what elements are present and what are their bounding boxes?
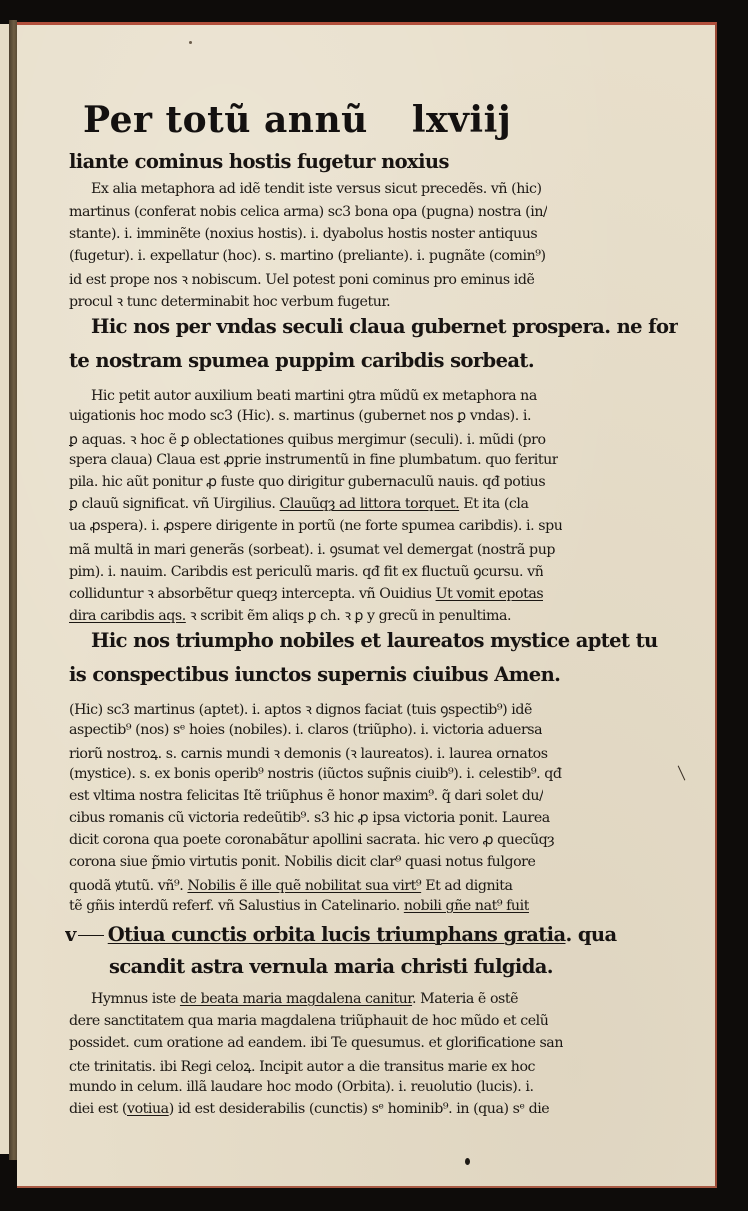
hymn-line: Hic nos per vndas seculi claua gubernet prospera. ne for: [91, 315, 679, 338]
commentary-text: Hymnus iste: [91, 991, 180, 1007]
commentary-text: ) id est desiderabilis (cunctis) sᵉ hominib⁹. in (qua) sᵉ die: [168, 1101, 550, 1117]
commentary-line: (fugetur). i. expellatur (hoc). s. martino (preliante). i. pugnãte (comin⁹): [69, 248, 546, 264]
commentary-line: stante). i. imminẽte (noxius hostis). i. dyabolus hostis noster antiquus: [69, 226, 538, 242]
running-header: [83, 99, 513, 141]
commentary-line: martinus (conferat nobis celica arma) sc3 bona opa (pugna) nostra (in/: [69, 204, 548, 220]
commentary-line: [69, 898, 529, 914]
underlined-hymn-text: Otiua cunctis orbita lucis triumphans gratia: [107, 923, 566, 946]
commentary-line: id est prope nos ꝛ nobiscum. Uel potest poni cominus pro eminus idẽ: [69, 272, 535, 288]
hymn-line: te nostram spumea puppim caribdis sorbeat.: [69, 349, 535, 372]
commentary-line: ꝑ aquas. ꝛ hoc ẽ ꝑ oblectationes quibus mergimur (seculi). i. mũdi (pro: [69, 432, 546, 448]
hymn-line-with-marker: [65, 923, 617, 946]
commentary-line: Ex alia metaphora ad idẽ tendit iste versus sicut precedẽs. vñ (hic): [91, 181, 542, 197]
hymn-text: . qua: [565, 923, 617, 946]
commentary-line: pim). i. nauim. Caribdis est periculũ maris. qđ fit ex fluctuũ ꝯcursu. vñ: [69, 564, 544, 580]
commentary-text: colliduntur ꝛ absorbẽtur queqȝ intercepta. vñ Ouidius: [69, 586, 436, 602]
commentary-line: mundo in celum. illã laudare hoc modo (Orbita). i. reuolutio (lucis). i.: [69, 1079, 534, 1095]
margin-mark: [678, 766, 686, 781]
commentary-text: ꝛ scribit ẽm aliqs ꝑ ch. ꝛ ꝑ y grecũ in penultima.: [185, 608, 512, 624]
book-gutter: [9, 20, 17, 1160]
commentary-line: spera claua) Claua est ꝓprie instrumentũ in fine plumbatum. quo feritur: [69, 452, 559, 468]
commentary-line: uigationis hoc modo sc3 (Hic). s. martinus (gubernet nos ꝑ vndas). i.: [69, 408, 532, 424]
commentary-text: ꝑ clauũ significat. vñ Uirgilius.: [69, 496, 280, 512]
commentary-line: [69, 584, 543, 603]
commentary-line: [91, 991, 518, 1007]
underlined-quotation: Nobilis ẽ ille quẽ nobilitat sua virt⁹: [187, 878, 422, 894]
previous-page-edge: [0, 24, 9, 1154]
hymn-line: scandit astra vernula maria christi fulgida.: [109, 955, 553, 978]
commentary-line: dicit corona qua poete coronabãtur apollini sacrata. hic vero ꝓ quecũqȝ: [69, 832, 555, 848]
underlined-quotation: nobili gñe nat⁹ fuit: [403, 898, 529, 914]
commentary-line: est vltima nostra felicitas Itẽ triũphus ẽ honor maxim⁹. q̃ dari solet du/: [69, 788, 544, 804]
underlined-quotation: Clauũqȝ ad littora torquet.: [279, 496, 460, 512]
commentary-line: dere sanctitatem qua maria magdalena triũphauit de hoc mũdo et celũ: [69, 1013, 549, 1029]
commentary-line: Hic petit autor auxilium beati martini ꝯtra mũdũ ex metaphora na: [91, 388, 537, 404]
commentary-line: [69, 496, 529, 512]
commentary-text: quodã ꝟtutũ. vñ⁹.: [69, 878, 188, 894]
commentary-line: (mystice). s. ex bonis operib⁹ nostris (iũctos sup̃nis ciuib⁹). i. celestib⁹. qđ: [69, 766, 562, 782]
book-page: [17, 22, 717, 1188]
hymn-line: Hic nos triumpho nobiles et laureatos mystice aptet tu: [91, 629, 658, 652]
commentary-text: tẽ gñis interdũ referf. vñ Salustius in Catelinario.: [69, 898, 404, 914]
underlined-word: votiua: [127, 1101, 169, 1117]
paper-speck: [189, 41, 192, 44]
commentary-line: cte trinitatis. ibi Regi celoꝝ. Incipit autor a die transitus marie ex hoc: [69, 1059, 536, 1075]
commentary-line: procul ꝛ tunc determinabit hoc verbum fugetur.: [69, 294, 391, 310]
commentary-line: cibus romanis cũ victoria redeũtib⁹. s3 hic ꝓ ipsa victoria ponit. Laurea: [69, 810, 550, 826]
commentary-line: (Hic) sc3 martinus (aptet). i. aptos ꝛ dignos faciat (tuis ꝯspectib⁹) idẽ: [69, 702, 532, 718]
hymn-line: is conspectibus iunctos supernis ciuibus Amen.: [69, 663, 561, 686]
commentary-line: [69, 1101, 549, 1117]
commentary-text: Et ita (cla: [459, 496, 529, 512]
underlined-quotation: de beata maria magdalena canitur: [179, 991, 413, 1007]
commentary-line: [69, 606, 511, 625]
commentary-text: diei est (: [69, 1101, 127, 1117]
marker-stroke: [78, 935, 104, 936]
commentary-line: corona siue p̃mio virtutis ponit. Nobilis dicit clar⁹ quasi notus fulgore: [69, 854, 536, 870]
commentary-line: aspectib⁹ (nos) sᵉ hoies (nobiles). i. claros (triũpho). i. victoria aduersa: [69, 722, 543, 738]
commentary-text: . Materia ẽ ostẽ: [412, 991, 519, 1007]
commentary-line: [69, 876, 513, 895]
commentary-line: possidet. cum oratione ad eandem. ibi Te quesumus. et glorificatione san: [69, 1035, 564, 1051]
folio-number: lxviij: [411, 99, 512, 141]
commentary-line: ua ꝓspera). i. ꝓspere dirigente in portũ (ne forte spumea caribdis). i. spu: [69, 518, 563, 534]
commentary-text: Et ad dignita: [421, 878, 513, 894]
hymn-line: liante cominus hostis fugetur noxius: [69, 150, 449, 173]
ink-spot: [465, 1158, 470, 1165]
commentary-line: riorũ nostroꝝ. s. carnis mundi ꝛ demonis (ꝛ laureatos). i. laurea ornatos: [69, 746, 548, 762]
verse-marker: v: [65, 923, 76, 946]
underlined-quotation: dira caribdis aqs.: [69, 608, 186, 624]
header-title: Per totũ annũ: [83, 99, 368, 141]
underlined-quotation: Ut vomit epotas: [435, 586, 544, 602]
commentary-line: pila. hic aũt ponitur ꝓ fuste quo dirigitur gubernaculũ nauis. qđ potius: [69, 474, 546, 490]
commentary-line: mã multã in mari generãs (sorbeat). i. ꝯsumat vel demergat (nostrã pup: [69, 542, 556, 558]
